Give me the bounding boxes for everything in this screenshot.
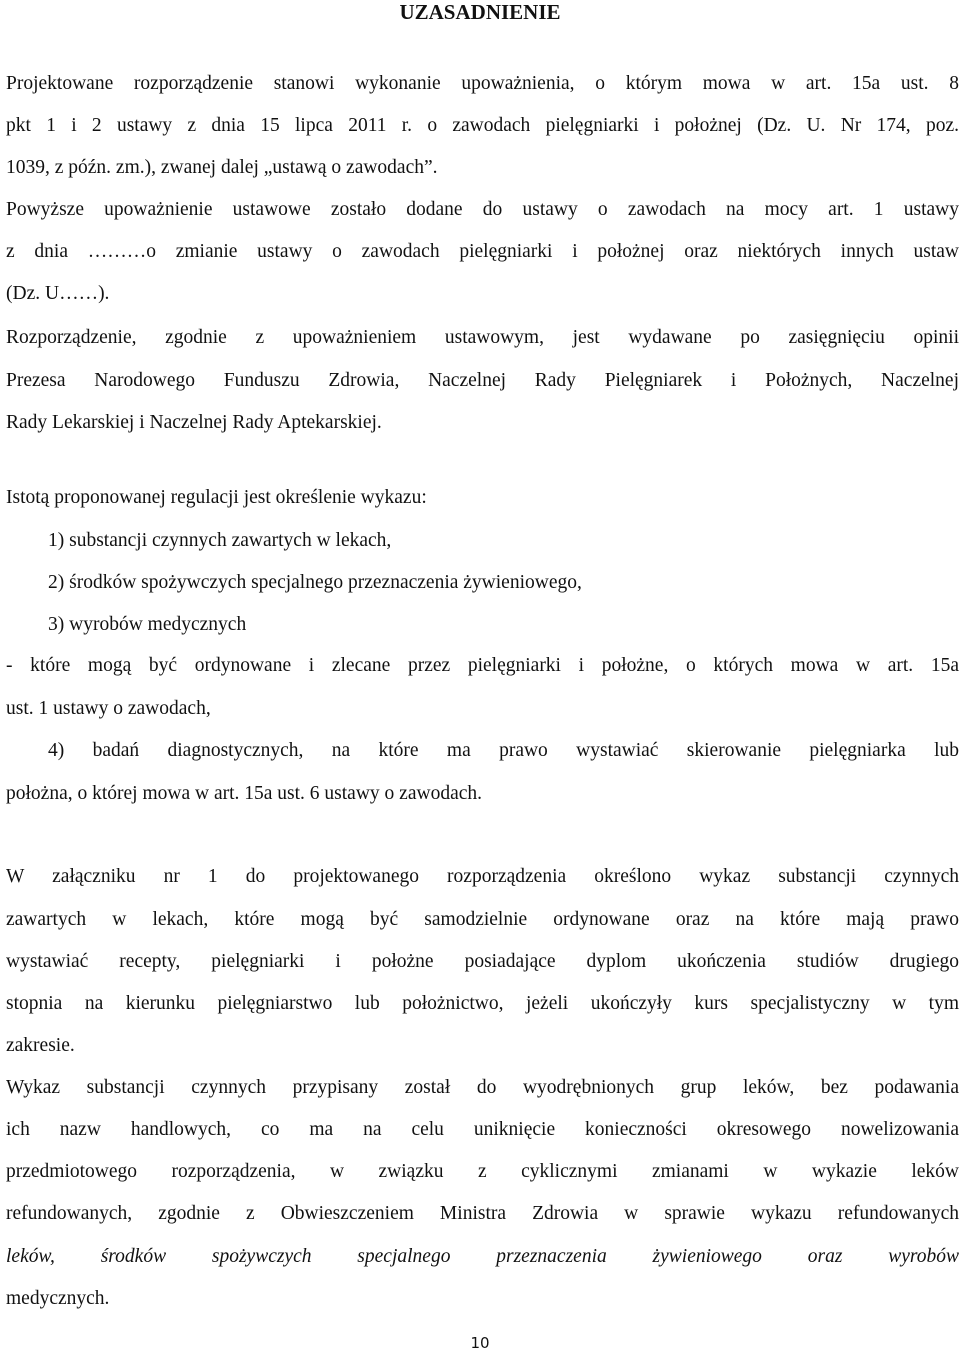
text-line: przedmiotowego rozporządzenia, w związku z cyklicznymi zmianami w wykazie leków — [6, 1161, 959, 1182]
text-line: Powyższe upoważnienie ustawowe zostało dodane do ustawy o zawodach na mocy art. 1 ustawy — [6, 199, 959, 220]
text-line: zawartych w lekach, które mogą być samodzielnie ordynowane oraz na które mają prawo — [6, 909, 959, 930]
text-line: położna, o której mowa w art. 15a ust. 6 ustawy o zawodach. — [6, 783, 482, 804]
text-line: ust. 1 ustawy o zawodach, — [6, 698, 211, 719]
text-line: 1039, z późn. zm.), zwanej dalej „ustawą o zawodach”. — [6, 157, 438, 178]
text-line: z dnia ………o zmianie ustawy o zawodach pielęgniarki i położnej oraz niektórych innych ustaw — [6, 241, 959, 262]
text-line: wystawiać recepty, pielęgniarki i położne posiadające dyplom ukończenia studiów drugiego — [6, 951, 959, 972]
text-line: Prezesa Narodowego Funduszu Zdrowia, Naczelnej Rady Pielęgniarek i Położnych, Naczelnej — [6, 370, 959, 391]
text-line: - które mogą być ordynowane i zlecane przez pielęgniarki i położne, o których mowa w art. 15a — [6, 655, 959, 676]
list-item: 2) środków spożywczych specjalnego przeznaczenia żywieniowego, — [48, 572, 582, 593]
text-line: leków, środków spożywczych specjalnego przeznaczenia żywieniowego oraz wyrobów — [6, 1246, 959, 1267]
text-line: medycznych. — [6, 1288, 110, 1309]
text-line: Projektowane rozporządzenie stanowi wykonanie upoważnienia, o którym mowa w art. 15a ust. 8 — [6, 73, 959, 94]
page-number: 10 — [470, 1334, 490, 1352]
text-line: Rady Lekarskiej i Naczelnej Rady Aptekarskiej. — [6, 412, 382, 433]
list-item: 4) badań diagnostycznych, na które ma prawo wystawiać skierowanie pielęgniarka lub — [48, 740, 959, 761]
text-line: stopnia na kierunku pielęgniarstwo lub położnictwo, jeżeli ukończyły kurs specjalistyczny w tym — [6, 993, 959, 1014]
text-line: W załączniku nr 1 do projektowanego rozporządzenia określono wykaz substancji czynnych — [6, 866, 959, 887]
text-line: ich nazw handlowych, co ma na celu uniknięcie konieczności okresowego nowelizowania — [6, 1119, 959, 1140]
text-line: Rozporządzenie, zgodnie z upoważnieniem ustawowym, jest wydawane po zasięgnięciu opinii — [6, 327, 959, 348]
text-line: pkt 1 i 2 ustawy z dnia 15 lipca 2011 r. o zawodach pielęgniarki i położnej (Dz. U. Nr 174, poz. — [6, 115, 959, 136]
text-line: Istotą proponowanej regulacji jest określenie wykazu: — [6, 487, 427, 508]
list-item: 3) wyrobów medycznych — [48, 614, 247, 635]
text-line: Wykaz substancji czynnych przypisany został do wyodrębnionych grup leków, bez podawania — [6, 1077, 959, 1098]
list-item: 1) substancji czynnych zawartych w lekach, — [48, 530, 392, 551]
document-title: UZASADNIENIE — [399, 0, 561, 24]
text-line: refundowanych, zgodnie z Obwieszczeniem Ministra Zdrowia w sprawie wykazu refundowanych — [6, 1203, 959, 1224]
text-line: (Dz. U……). — [6, 283, 110, 304]
text-line: zakresie. — [6, 1035, 75, 1056]
